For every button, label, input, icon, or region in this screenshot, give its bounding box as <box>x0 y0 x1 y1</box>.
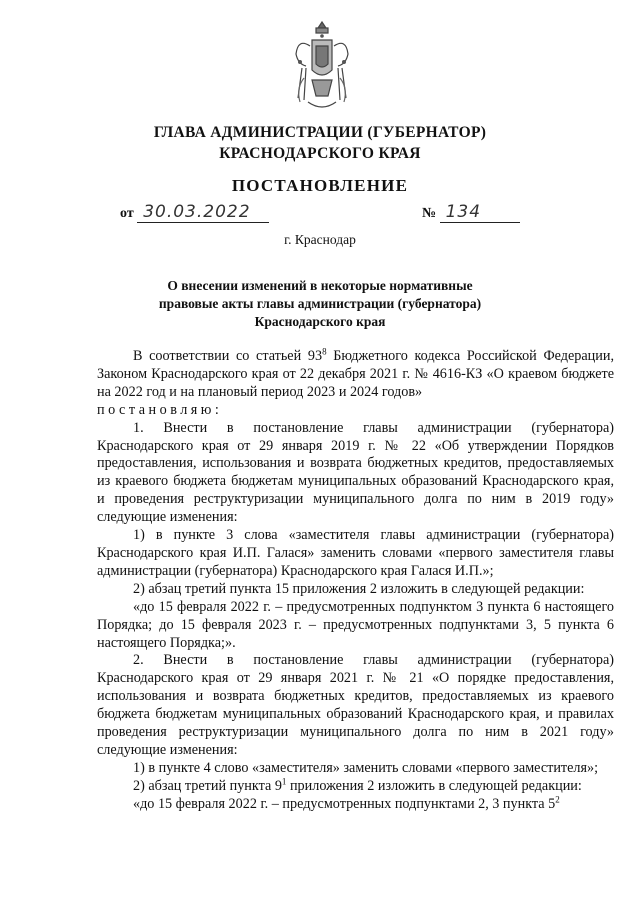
handwritten-date: 30.03.2022 <box>137 202 269 223</box>
item-2-2-paragraph: 2) абзац третий пункта $9^1$ приложения 2 изложить в следующей редакции: <box>133 776 582 794</box>
date-prefix: от <box>120 206 134 221</box>
item-2-paragraph: 2. Внести в постановление главы администрации (губернатора) Краснодарского края от 29 января 2021 г. № 21 «О порядке предоставления, использования и возврата бюджетных кредитов, предоставляемых из краевого бюджета бюджетам муниципальных образований Краснодарского края, и правилах проведения реструктуризации муниципального долга по ним в 2021 году» следующие изменения: <box>97 652 614 758</box>
issuer-line-2: КРАСНОДАРСКОГО КРАЯ <box>219 145 421 162</box>
item-1-2-quote: «до 15 февраля 2022 г. – предусмотренных подпунктом 3 пункта 6 настоящего Порядка; до 15 февраля 2023 г. – предусмотренных подпунктами 3, 5 пункта 6 настоящего Порядка;». <box>97 598 614 651</box>
document-body <box>97 348 614 814</box>
item-2-1-paragraph: 1) в пункте 4 слово «заместителя» заменить словами «первого заместителя»; <box>133 759 599 776</box>
city-label: г. Краснодар <box>284 232 356 247</box>
subject-line-3: Краснодарского края <box>254 314 386 329</box>
preamble-paragraph: В соответствии со статьей $93^8$ Бюджетного кодекса Российской Федерации, Законом Краснодарского края от 22 декабря 2021 г. № 4616-КЗ «О краевом бюджете на 2022 год и на плановый период 2023 и 2024 годов» <box>97 346 614 400</box>
item-1-2-paragraph: 2) абзац третий пункта 15 приложения 2 изложить в следующей редакции: <box>133 580 585 597</box>
point-superscript: 2 <box>555 793 560 804</box>
decree-phrase: постановляю: <box>97 401 223 418</box>
article-superscript: 8 <box>322 346 327 357</box>
item-1-1-paragraph: 1) в пункте 3 слова «заместителя главы администрации (губернатора) Краснодарского края И.П. Галася» заменить словами «первого заместителя главы администрации (губернатора) Краснодарского края Галася И.П.»; <box>97 527 614 579</box>
document-subject <box>150 277 490 331</box>
item-2-2-quote: «до 15 февраля 2022 г. – предусмотренных подпунктами 2, 3 пункта $5^2$ <box>133 793 560 812</box>
document-type: ПОСТАНОВЛЕНИЕ <box>231 176 409 195</box>
coat-of-arms-emblem <box>290 18 354 114</box>
issuer-line-1: ГЛАВА АДМИНИСТРАЦИИ (ГУБЕРНАТОР) <box>153 124 487 141</box>
item-1-paragraph: 1. Внести в постановление главы администрации (губернатора) Краснодарского края от 29 января 2019 г. № 22 «Об утверждении Порядков предоставления, использования и возврата бюджетных кредитов, предоставляемых из краевого бюджета бюджетам муниципальных образований Краснодарского края, и проведения реструктуризации муниципального долга по ним в 2019 году» следующие изменения: <box>97 419 614 526</box>
paragraph-superscript: 1 <box>281 776 287 787</box>
handwritten-number: 134 <box>440 202 520 223</box>
subject-line-1: О внесении изменений в некоторые нормативные <box>167 278 473 293</box>
date-field <box>120 202 269 223</box>
number-prefix: № <box>422 206 437 221</box>
subject-line-2: правовые акты главы администрации (губернатора) <box>158 296 482 311</box>
number-field <box>422 202 520 223</box>
issuer-heading <box>0 122 640 164</box>
